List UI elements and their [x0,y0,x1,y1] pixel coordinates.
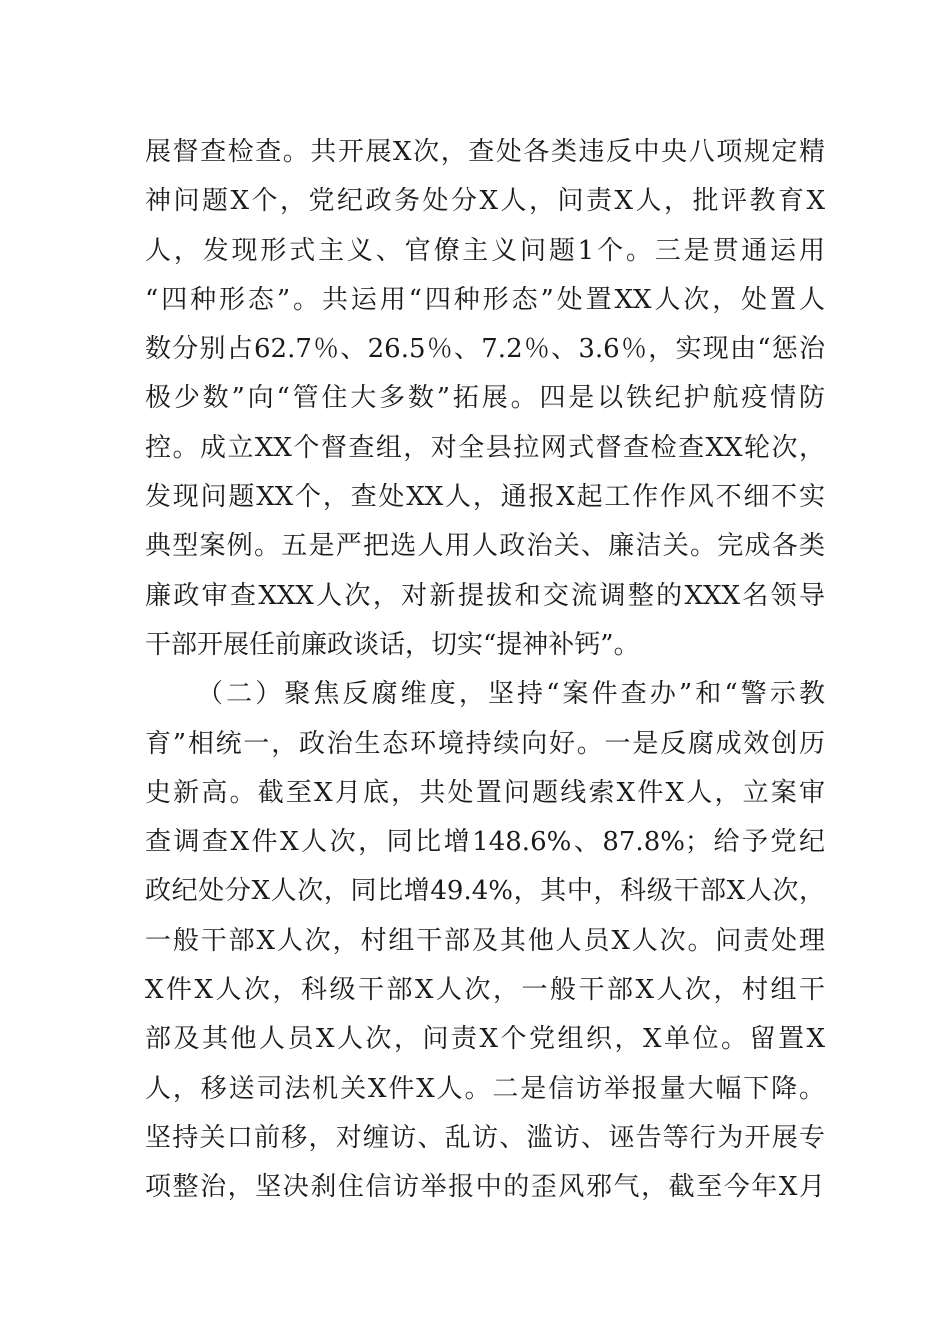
text-line: 数分别占62.7％、26.5％、7.2％、3.6％，实现由“惩治 [145,334,825,365]
text-line: 育”相统一，政治生态环境持续向好。一是反腐成效创历 [145,728,825,759]
body-text [145,128,825,1213]
text-line: 政纪处分X人次，同比增49.4%，其中，科级干部X人次， [145,876,825,907]
text-line: 坚持关口前移，对缠访、乱访、滥访、诬告等行为开展专 [145,1122,825,1153]
text-line: 廉政审查XXX人次，对新提拔和交流调整的XXX名领导 [145,580,825,611]
text-line: 项整治，坚决刹住信访举报中的歪风邪气，截至今年X月 [145,1172,825,1203]
text-line: 人，移送司法机关X件X人。二是信访举报量大幅下降。 [145,1073,825,1104]
section-heading-line: （二）聚焦反腐维度，坚持“案件查办”和“警示教 [197,679,825,710]
text-line: 极少数”向“管住大多数”拓展。四是以铁纪护航疫情防 [145,383,825,414]
text-line: 典型案例。五是严把选人用人政治关、廉洁关。完成各类 [145,531,825,562]
paragraph-end-line: 干部开展任前廉政谈话，切实“提神补钙”。 [145,629,640,660]
text-line: 神问题X个，党纪政务处分X人，问责X人，批评教育X [145,186,825,217]
text-line: 展督查检查。共开展X次，查处各类违反中央八项规定精 [145,137,825,167]
text-line: 部及其他人员X人次，问责X个党组织，X单位。留置X [145,1024,825,1055]
text-line: 查调查X件X人次，同比增148.6%、87.8%；给予党纪 [145,827,825,858]
text-line: 史新高。截至X月底，共处置问题线索X件X人，立案审 [145,777,825,808]
text-line: 发现问题XX个，查处XX人，通报X起工作作风不细不实 [145,482,825,513]
text-line: 一般干部X人次，村组干部及其他人员X人次。问责处理 [145,925,825,956]
text-line: X件X人次，科级干部X人次，一般干部X人次，村组干 [145,975,825,1006]
text-line: 控。成立XX个督查组，对全县拉网式督查检查XX轮次， [145,432,825,463]
text-line: 人，发现形式主义、官僚主义问题1个。三是贯通运用 [145,235,825,266]
text-line: “四种形态”。共运用“四种形态”处置XX人次，处置人 [145,284,825,315]
